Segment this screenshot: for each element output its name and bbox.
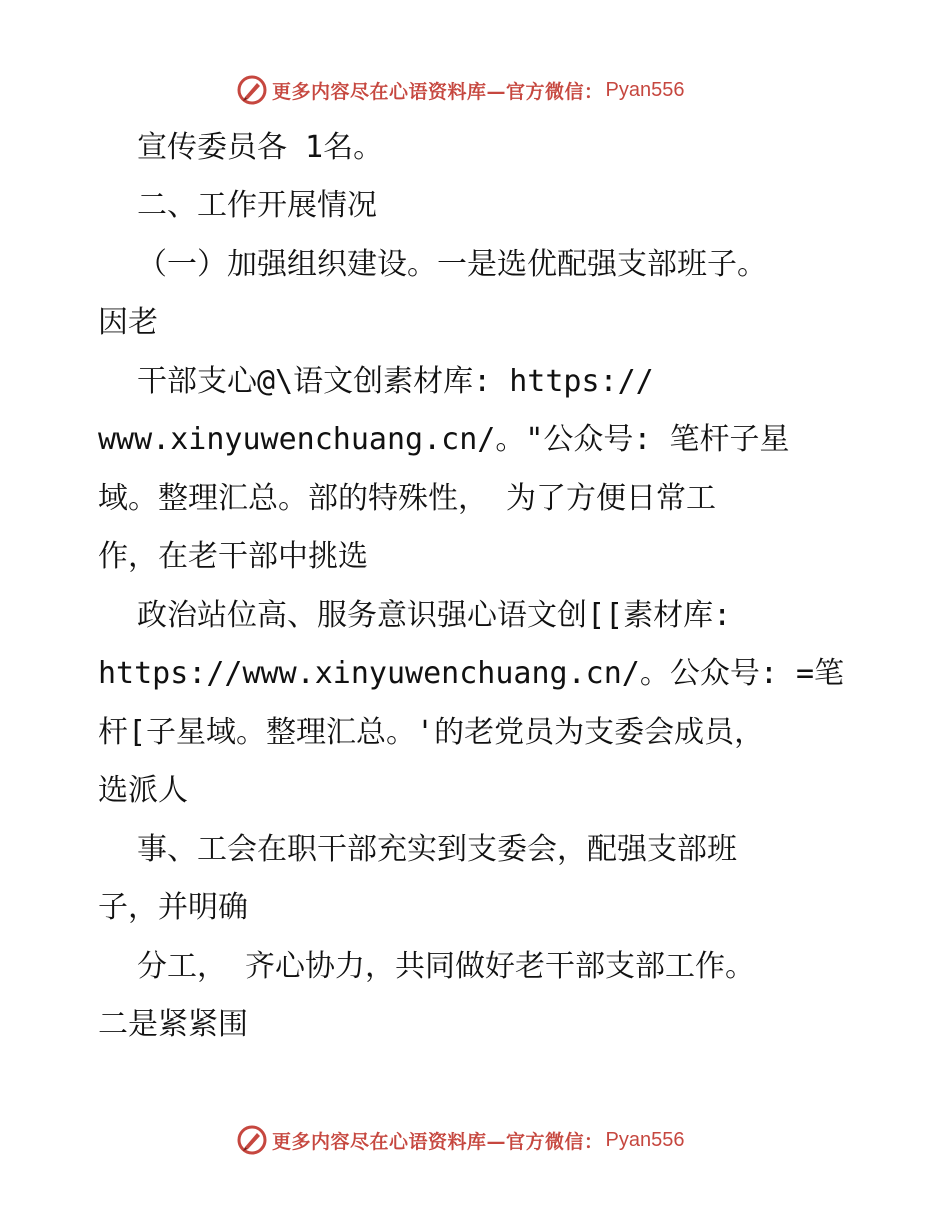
pen-logo-icon	[236, 74, 268, 106]
body-line: https://www.xinyuwenchuang.cn/。公众号: =笔	[98, 656, 845, 691]
body-line: 域。整理汇总。部的特殊性， 为了方便日常工	[98, 481, 717, 516]
pen-logo-icon	[236, 1124, 268, 1156]
watermark-text: 更多内容尽在心语资料库—官方微信：	[272, 80, 604, 103]
wechat-id: Pyan556	[605, 1128, 685, 1151]
body-line: 干部支心@\语文创素材库: https://	[137, 364, 654, 399]
body-line: 二是紧紧围	[98, 1007, 248, 1042]
header-watermark	[236, 73, 684, 107]
footer-watermark	[236, 1123, 684, 1157]
body-line: 杆[子星域。整理汇总。'的老党员为支委会成员，	[98, 715, 765, 750]
body-line: 政治站位高、服务意识强心语文创[[素材库:	[137, 598, 732, 633]
body-line: 事、工会在职干部充实到支委会，配强支部班	[137, 832, 737, 867]
watermark-text: 更多内容尽在心语资料库—官方微信：	[272, 1130, 604, 1153]
body-line: 作，在老干部中挑选	[98, 539, 368, 574]
body-line: 宣传委员各 1名。	[137, 130, 384, 165]
body-line: 因老	[98, 305, 158, 340]
body-line: （一）加强组织建设。一是选优配强支部班子。	[137, 247, 767, 282]
wechat-id: Pyan556	[605, 78, 685, 101]
body-line: www.xinyuwenchuang.cn/。"公众号: 笔杆子星	[98, 422, 790, 457]
body-line: 子，并明确	[98, 890, 248, 925]
section-heading: 二、工作开展情况	[137, 188, 377, 223]
body-line: 分工， 齐心协力，共同做好老干部支部工作。	[137, 949, 756, 984]
body-line: 选派人	[98, 773, 188, 808]
